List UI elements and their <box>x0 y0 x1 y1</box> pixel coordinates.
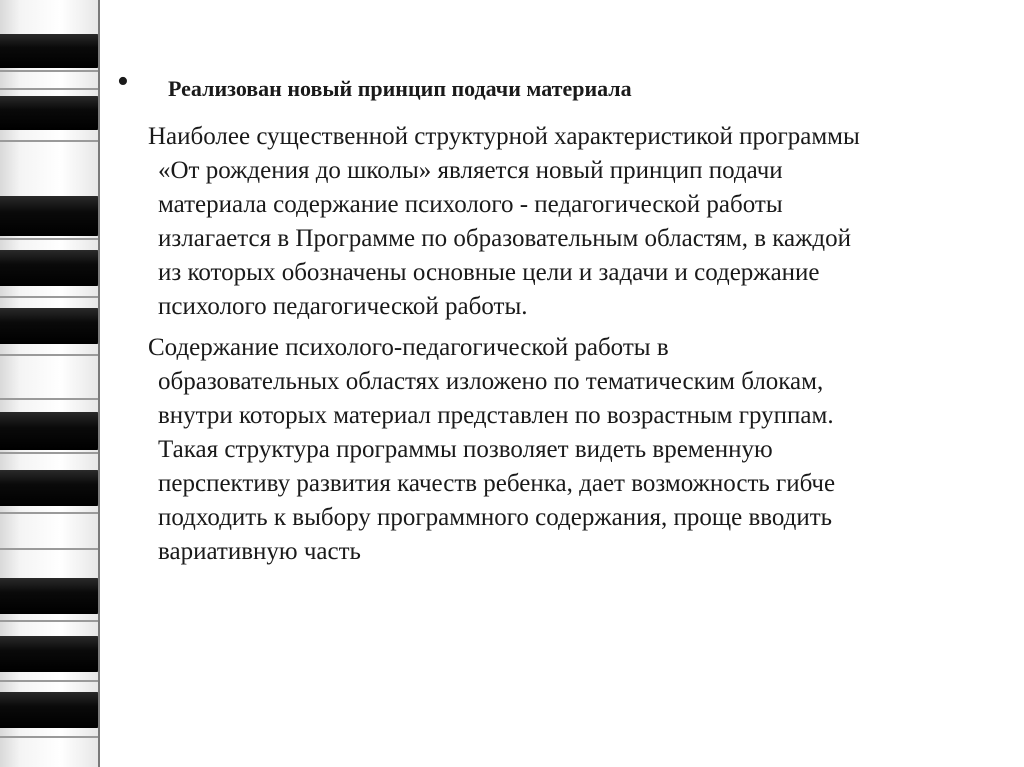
piano-key-divider <box>0 140 100 142</box>
paragraph-line: излагается в Программе по образовательным областям, в каждой <box>158 225 852 252</box>
slide-heading: Реализован новый принцип подачи материала <box>168 76 632 101</box>
piano-black-key <box>0 470 100 506</box>
piano-edge-shadow <box>98 0 100 767</box>
piano-black-key <box>0 412 100 450</box>
paragraph-line: Содержание психолого-педагогической работы в <box>148 334 669 361</box>
piano-key-divider <box>0 296 100 298</box>
piano-key-divider <box>0 736 100 738</box>
piano-black-key <box>0 250 100 286</box>
piano-key-divider <box>0 398 100 400</box>
paragraph-2 <box>148 331 1008 569</box>
paragraph-line: из которых обозначены основные цели и задачи и содержание <box>158 259 820 286</box>
piano-black-key <box>0 308 100 344</box>
paragraph-line: Такая структура программы позволяет видеть временную <box>158 436 773 463</box>
paragraph-line: образовательных областях изложено по тематическим блокам, <box>158 368 824 395</box>
piano-black-key <box>0 96 100 130</box>
piano-key-divider <box>0 88 100 90</box>
piano-key-divider <box>0 238 100 240</box>
piano-key-divider <box>0 354 100 356</box>
piano-black-key <box>0 578 100 614</box>
piano-black-key <box>0 34 100 68</box>
paragraph-line: вариативную часть <box>158 538 361 565</box>
piano-black-key <box>0 636 100 672</box>
piano-key-divider <box>0 620 100 622</box>
paragraph-line: «От рождения до школы» является новый принцип подачи <box>158 157 783 184</box>
piano-key-divider <box>0 70 100 72</box>
piano-key-divider <box>0 452 100 454</box>
piano-key-divider <box>0 680 100 682</box>
piano-black-key <box>0 692 100 728</box>
paragraph-line: психолого педагогической работы. <box>158 293 528 320</box>
piano-black-key <box>0 196 100 236</box>
paragraph-line: подходить к выбору программного содержания, проще вводить <box>158 504 833 531</box>
piano-keys-decoration <box>0 0 100 767</box>
paragraph-1 <box>148 120 1008 324</box>
piano-key-divider <box>0 512 100 514</box>
paragraph-line: перспективу развития качеств ребенка, дает возможность гибче <box>158 470 836 497</box>
paragraph-line: Наиболее существенной структурной характеристикой программы <box>148 123 860 150</box>
piano-key-divider <box>0 548 100 550</box>
paragraph-line: внутри которых материал представлен по возрастным группам. <box>158 402 834 429</box>
bullet-point: • <box>117 63 129 100</box>
paragraph-line: материала содержание психолого - педагогической работы <box>158 191 783 218</box>
